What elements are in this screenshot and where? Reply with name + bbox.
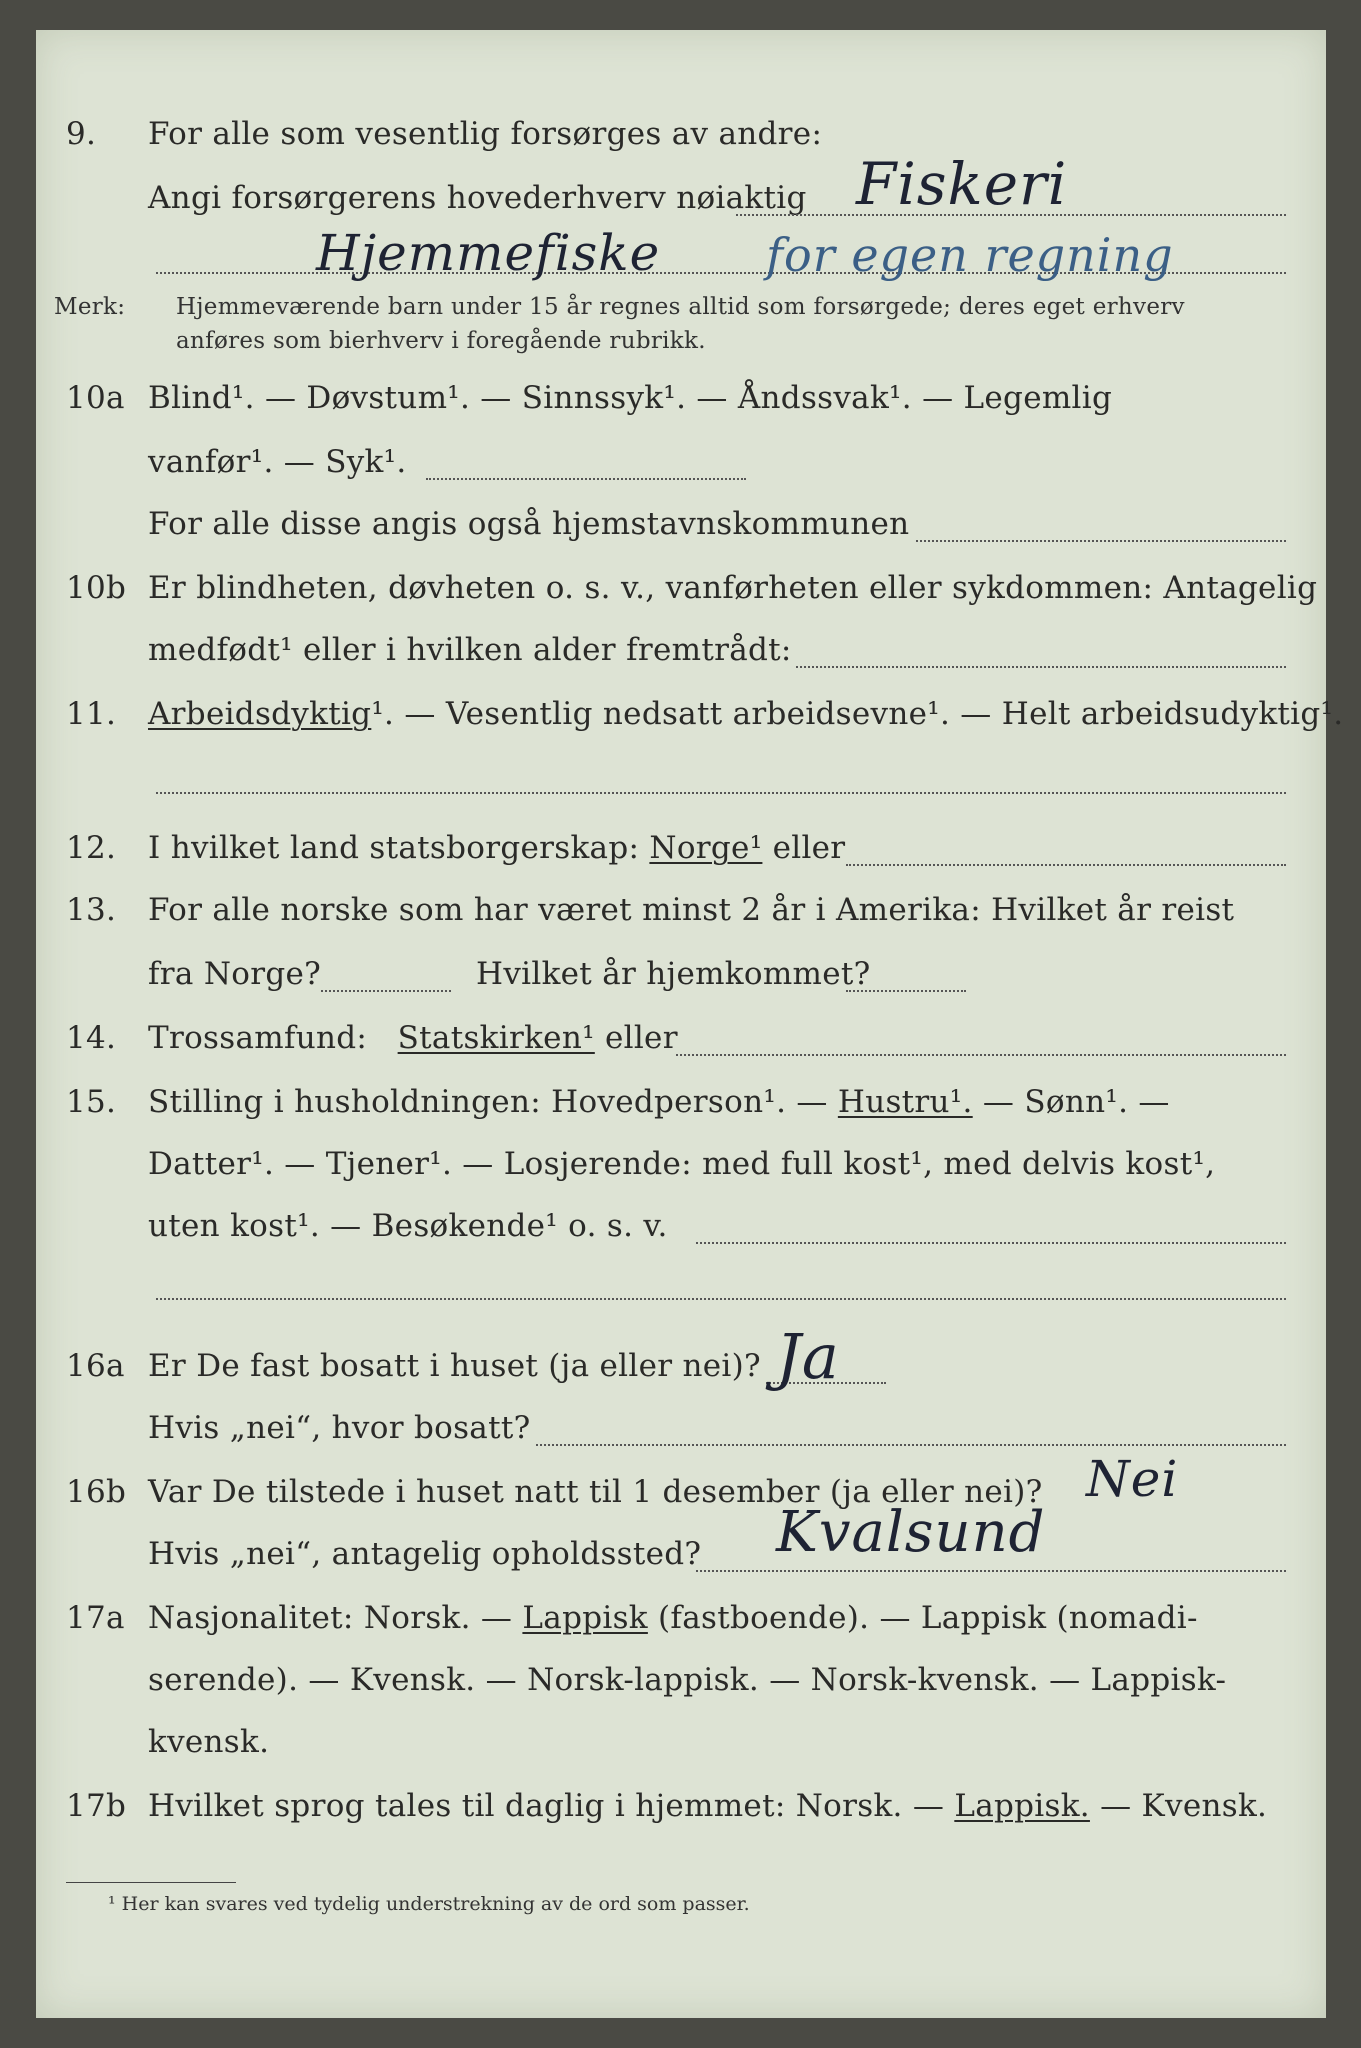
- q14-selected-option: Statskirken¹: [397, 1020, 595, 1056]
- q12-number: 12.: [66, 830, 117, 866]
- q14-post: eller: [604, 1020, 678, 1056]
- q15-number: 15.: [66, 1084, 117, 1120]
- q14-number: 14.: [66, 1020, 117, 1056]
- q16b-text1: Var De tilstede i huset natt til 1 desember (ja eller nei)?: [148, 1474, 1043, 1510]
- q10a-home-answer-line[interactable]: [916, 540, 1286, 542]
- q10a-syk-answer-line[interactable]: [426, 478, 746, 480]
- q12-text: [148, 830, 845, 866]
- q17b-post: — Kvensk.: [1100, 1788, 1268, 1824]
- q16a-text2: Hvis „nei“, hvor bosatt?: [148, 1410, 531, 1446]
- q14-pre: Trossamfund:: [148, 1020, 368, 1056]
- q10a-number: 10a: [66, 380, 125, 416]
- q17b-selected-option: Lappisk.: [954, 1788, 1090, 1824]
- q10b-answer-line[interactable]: [796, 666, 1286, 668]
- q17b-text: [148, 1788, 1267, 1824]
- merk-text1: Hjemmeværende barn under 15 år regnes alltid som forsørgede; deres eget erhverv: [176, 294, 1185, 320]
- q17b-number: 17b: [66, 1788, 127, 1824]
- q11-text: [148, 696, 1343, 732]
- footnote: ¹ Her kan svares ved tydelig understrekning av de ord som passer.: [108, 1893, 750, 1915]
- q15-selected-option: Hustru¹.: [837, 1084, 973, 1120]
- q11-rest: ¹. — Vesentlig nedsatt arbeidsevne¹. — Helt arbeidsudyktig¹.: [371, 696, 1344, 732]
- q10b-text2: medfødt¹ eller i hvilken alder fremtrådt:: [148, 632, 792, 668]
- q16b-handwritten-answer1: Nei: [1086, 1450, 1179, 1508]
- q9-number: 9.: [66, 116, 97, 152]
- q16a-text1: Er De fast bosatt i huset (ja eller nei)?: [148, 1348, 761, 1384]
- q17a-text1: [148, 1600, 1198, 1636]
- q10b-text1: Er blindheten, døvheten o. s. v., vanførheten eller sykdommen: Antagelig: [148, 570, 1318, 606]
- census-form-page: [36, 30, 1344, 2018]
- q14-text: [148, 1020, 678, 1056]
- q9-text2: Angi forsørgerens hovederhverv nøiaktig: [148, 180, 807, 216]
- q11-answer-line[interactable]: [156, 792, 1286, 794]
- q10b-number: 10b: [66, 570, 127, 606]
- q11-selected-option: Arbeidsdyktig: [148, 696, 372, 732]
- q9-handwritten-answer2b: for egen regning: [766, 228, 1174, 282]
- footnote-rule: [66, 1882, 236, 1883]
- q16b-answer-line[interactable]: [696, 1570, 1286, 1572]
- q12-post: eller: [772, 830, 846, 866]
- q15-text1: [148, 1084, 1170, 1120]
- q9-handwritten-answer2a: Hjemmefiske: [316, 224, 661, 282]
- q16a-bosatt-answer-line[interactable]: [536, 1444, 1286, 1446]
- q16a-handwritten-answer: Ja: [776, 1320, 840, 1393]
- q10a-text2: vanfør¹. — Syk¹.: [148, 444, 407, 480]
- merk-text2: anføres som bierhverv i foregående rubrikk.: [176, 328, 706, 354]
- q17a-selected-option: Lappisk: [522, 1600, 648, 1636]
- q12-answer-line[interactable]: [846, 864, 1286, 866]
- q12-pre: I hvilket land statsborgerskap:: [148, 830, 640, 866]
- q10a-text3: For alle disse angis også hjemstavnskommunen: [148, 506, 910, 542]
- q16b-handwritten-answer2: Kvalsund: [776, 1500, 1046, 1565]
- q14-answer-line[interactable]: [676, 1054, 1286, 1056]
- q11-number: 11.: [66, 696, 117, 732]
- q16b-text2: Hvis „nei“, antagelig opholdssted?: [148, 1536, 702, 1572]
- q13-text1: For alle norske som har været minst 2 år i Amerika: Hvilket år reist: [148, 892, 1235, 928]
- q17a-number: 17a: [66, 1600, 125, 1636]
- q15-text3: uten kost¹. — Besøkende¹ o. s. v.: [148, 1208, 668, 1244]
- q13-hjem-answer-line[interactable]: [846, 990, 966, 992]
- q17a-text2: serende). — Kvensk. — Norsk-lappisk. — Norsk-kvensk. — Lappisk-: [148, 1662, 1227, 1698]
- q15-text2: Datter¹. — Tjener¹. — Losjerende: med full kost¹, med delvis kost¹,: [148, 1146, 1216, 1182]
- q15-answer-line[interactable]: [696, 1242, 1286, 1244]
- q17a-text1a: Nasjonalitet: Norsk. —: [148, 1600, 513, 1636]
- q13-reist-answer-line[interactable]: [321, 990, 451, 992]
- q10a-text1: Blind¹. — Døvstum¹. — Sinnssyk¹. — Åndssvak¹. — Legemlig: [148, 380, 1113, 416]
- q15-text1a: Stilling i husholdningen: Hovedperson¹. —: [148, 1084, 828, 1120]
- merk-label: Merk:: [54, 294, 126, 320]
- q12-selected-option: Norge¹: [649, 830, 763, 866]
- q9-handwritten-answer1: Fiskeri: [856, 150, 1068, 218]
- q17b-pre: Hvilket sprog tales til daglig i hjemmet: Norsk. —: [148, 1788, 945, 1824]
- q17a-text3: kvensk.: [148, 1724, 270, 1760]
- q15-text1b: — Sønn¹. —: [982, 1084, 1170, 1120]
- q17a-text1b: (fastboende). — Lappisk (nomadi-: [658, 1600, 1198, 1636]
- q16a-number: 16a: [66, 1348, 125, 1384]
- q13-text2a: fra Norge?: [148, 956, 322, 992]
- q15-extra-answer-line[interactable]: [156, 1298, 1286, 1300]
- q9-text1: For alle som vesentlig forsørges av andre:: [148, 116, 823, 152]
- q13-text2b: Hvilket år hjemkommet?: [476, 956, 871, 992]
- q13-number: 13.: [66, 892, 117, 928]
- q16b-number: 16b: [66, 1474, 127, 1510]
